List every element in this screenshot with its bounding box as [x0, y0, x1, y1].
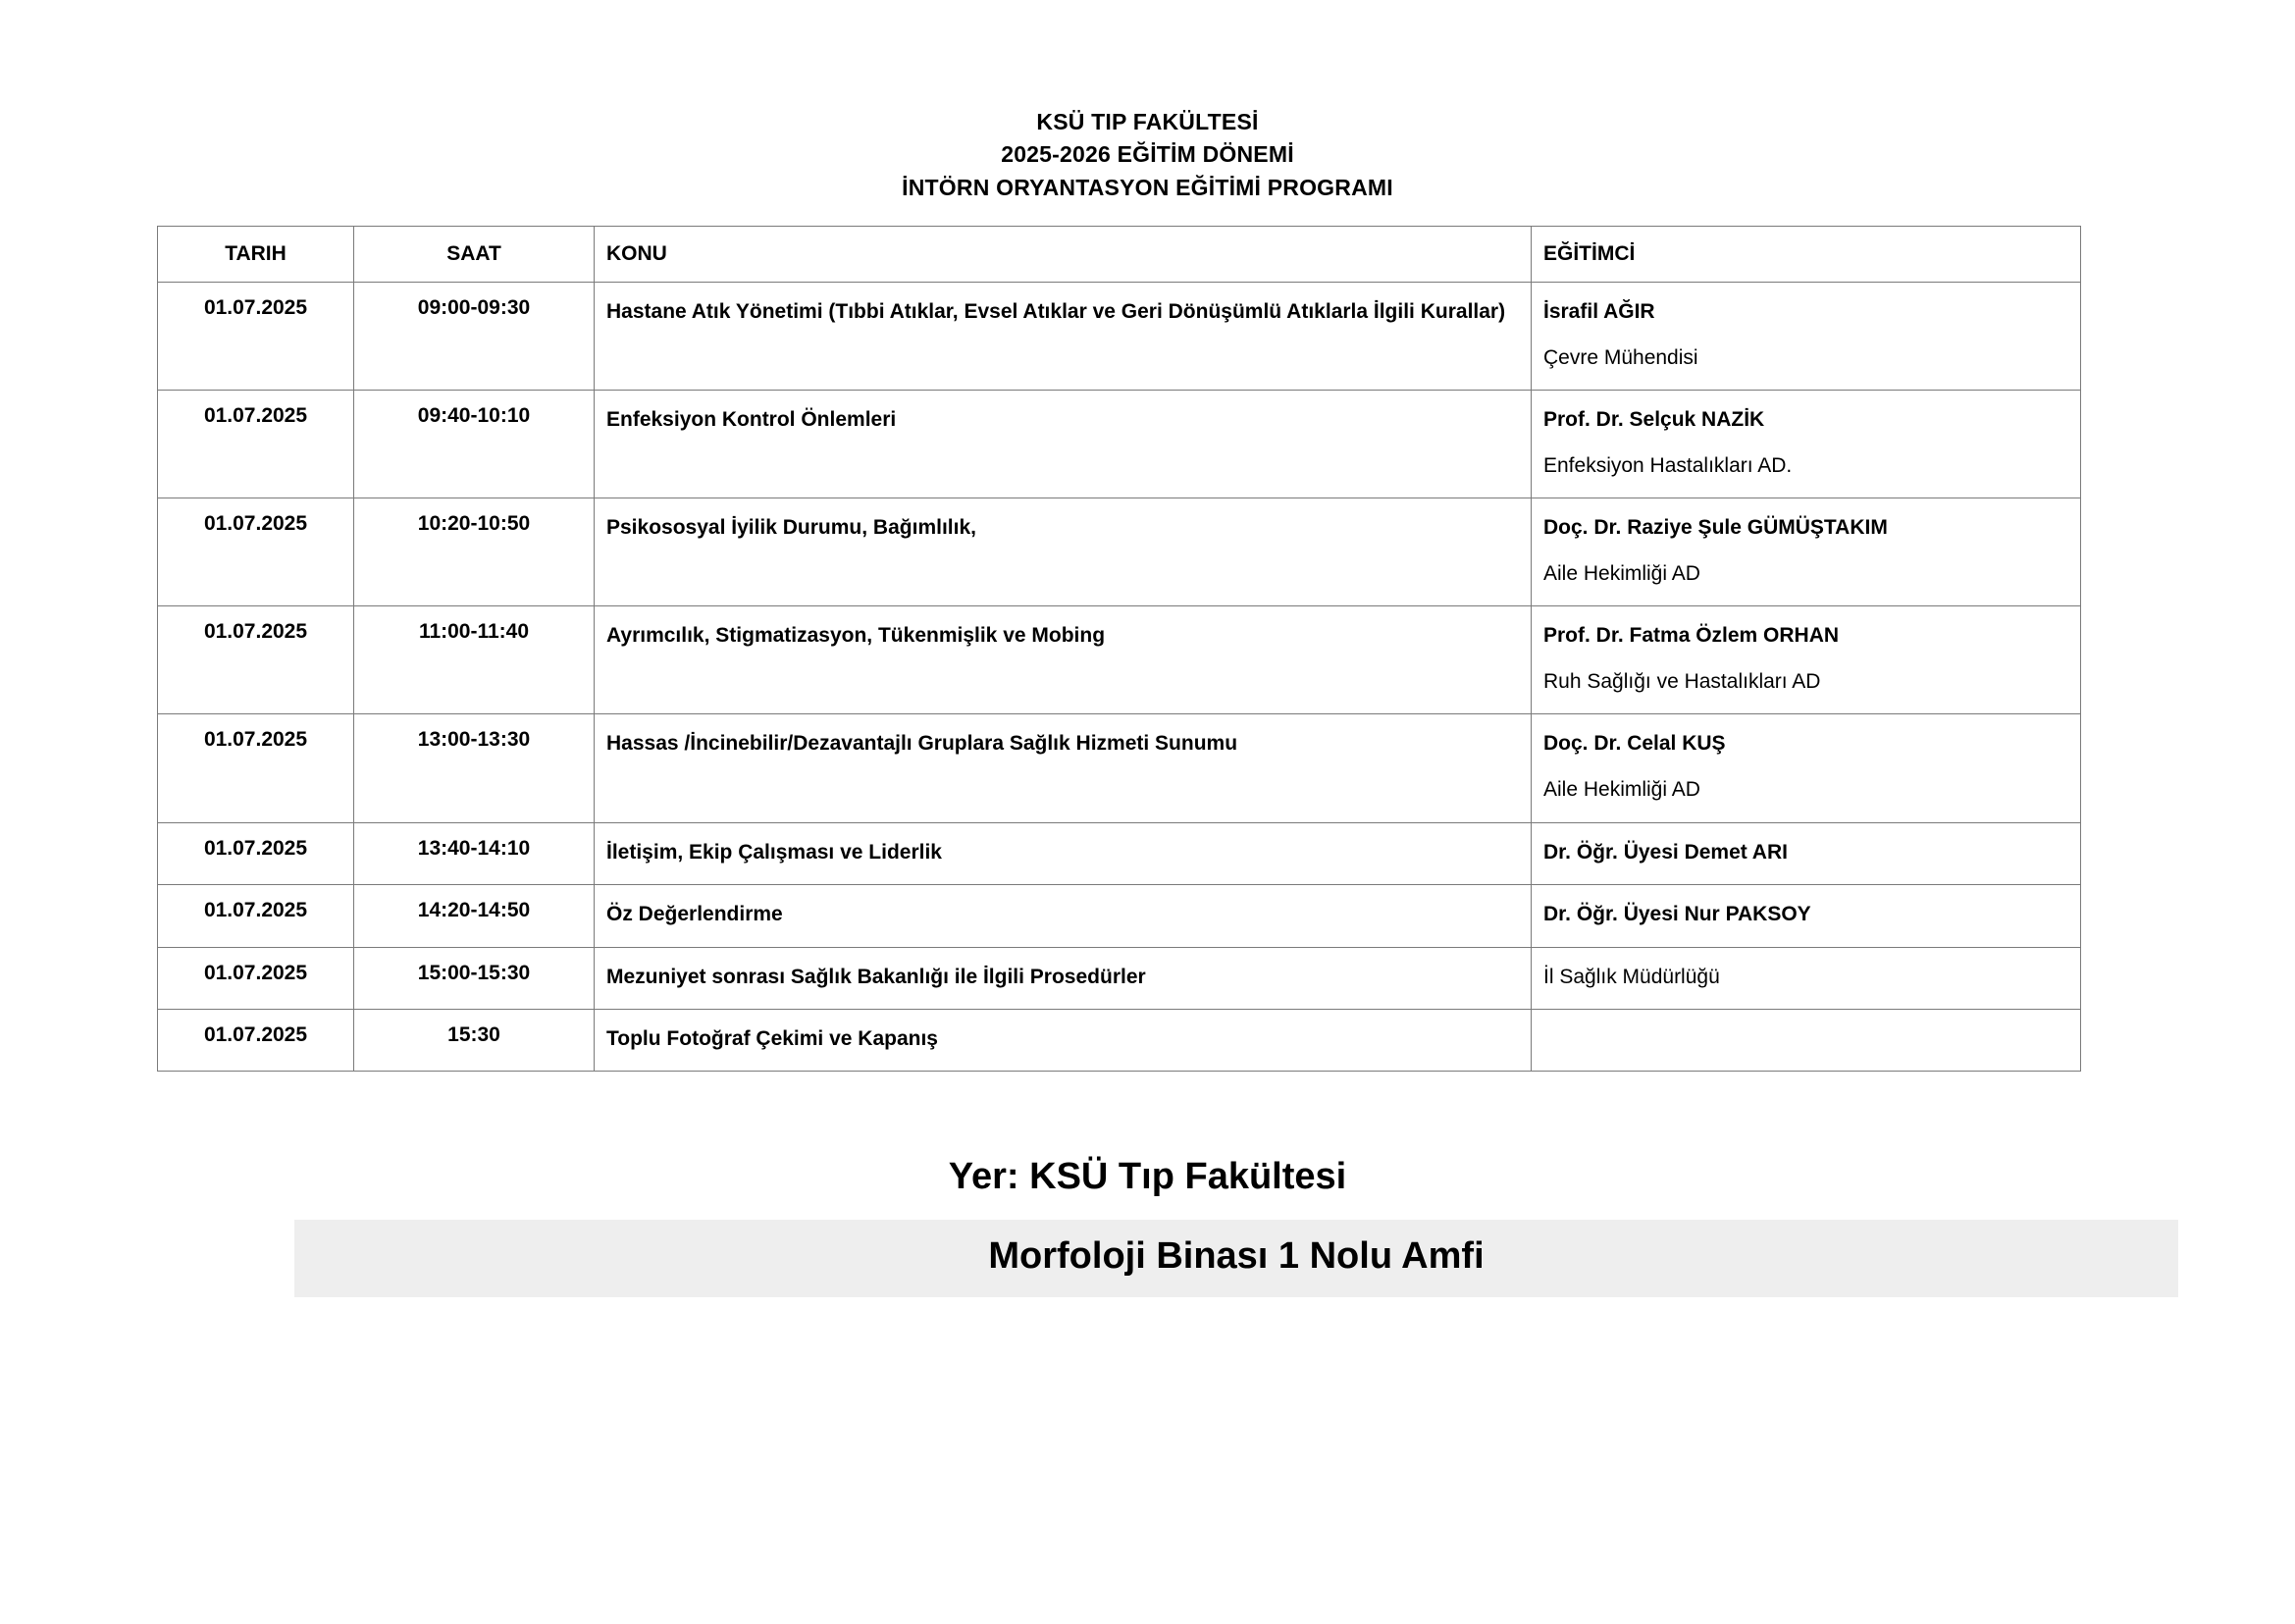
cell-date: 01.07.2025 [158, 947, 354, 1010]
trainer-name: İl Sağlık Müdürlüğü [1543, 965, 1720, 988]
cell-topic: İletişim, Ekip Çalışması ve Liderlik [595, 822, 1532, 885]
table-header-row [158, 227, 2081, 283]
table-row [158, 606, 2081, 714]
cell-time: 11:00-11:40 [354, 606, 595, 714]
trainer-name: Doç. Dr. Celal KUŞ [1543, 732, 1726, 756]
cell-topic: Mezuniyet sonrası Sağlık Bakanlığı ile İlgili Prosedürler [595, 947, 1532, 1010]
cell-topic: Toplu Fotoğraf Çekimi ve Kapanış [595, 1010, 1532, 1072]
cell-trainer [1532, 391, 2081, 498]
cell-topic: Enfeksiyon Kontrol Önlemleri [595, 391, 1532, 498]
cell-time: 15:30 [354, 1010, 595, 1072]
cell-date: 01.07.2025 [158, 714, 354, 822]
table-row [158, 391, 2081, 498]
trainer-department: Aile Hekimliği AD [1543, 777, 1700, 801]
document-header [157, 106, 2138, 204]
table-row [158, 498, 2081, 606]
cell-date: 01.07.2025 [158, 391, 354, 498]
venue-line: Yer: KSÜ Tıp Fakültesi [948, 1155, 1347, 1197]
cell-trainer [1532, 947, 2081, 1010]
table-row [158, 885, 2081, 948]
cell-trainer [1532, 1010, 2081, 1072]
cell-time: 15:00-15:30 [354, 947, 595, 1010]
cell-date: 01.07.2025 [158, 885, 354, 948]
cell-date: 01.07.2025 [158, 283, 354, 391]
cell-date: 01.07.2025 [158, 1010, 354, 1072]
cell-time: 10:20-10:50 [354, 498, 595, 606]
cell-trainer [1532, 606, 2081, 714]
table-row [158, 1010, 2081, 1072]
table-row [158, 947, 2081, 1010]
table-row [158, 822, 2081, 885]
cell-time: 14:20-14:50 [354, 885, 595, 948]
trainer-name: Dr. Öğr. Üyesi Demet ARI [1543, 840, 1788, 864]
trainer-name: Prof. Dr. Fatma Özlem ORHAN [1543, 624, 1840, 648]
cell-topic: Hassas /İncinebilir/Dezavantajlı Gruplara Sağlık Hizmeti Sunumu [595, 714, 1532, 822]
trainer-department: Enfeksiyon Hastalıkları AD. [1543, 453, 1793, 477]
cell-trainer [1532, 714, 2081, 822]
trainer-department: Ruh Sağlığı ve Hastalıkları AD [1543, 669, 1821, 693]
cell-trainer [1532, 885, 2081, 948]
header-line-2: 2025-2026 EĞİTİM DÖNEMİ [1001, 141, 1294, 168]
venue-hall: Morfoloji Binası 1 Nolu Amfi [294, 1220, 2178, 1297]
cell-time: 09:40-10:10 [354, 391, 595, 498]
header-line-3: İNTÖRN ORYANTASYON EĞİTİMİ PROGRAMI [902, 174, 1393, 200]
trainer-name: İsrafil AĞIR [1543, 300, 1655, 324]
cell-time: 13:00-13:30 [354, 714, 595, 822]
trainer-name: Prof. Dr. Selçuk NAZİK [1543, 408, 1765, 432]
trainer-department: Aile Hekimliği AD [1543, 561, 1700, 585]
table-row [158, 283, 2081, 391]
table-body [158, 283, 2081, 1072]
trainer-department: Çevre Mühendisi [1543, 345, 1698, 369]
cell-date: 01.07.2025 [158, 498, 354, 606]
cell-time: 13:40-14:10 [354, 822, 595, 885]
column-header-time: SAAT [354, 227, 595, 283]
cell-trainer [1532, 822, 2081, 885]
cell-topic: Ayrımcılık, Stigmatizasyon, Tükenmişlik ve Mobing [595, 606, 1532, 714]
column-header-topic: KONU [595, 227, 1532, 283]
cell-topic: Hastane Atık Yönetimi (Tıbbi Atıklar, Evsel Atıklar ve Geri Dönüşümlü Atıklarla İlgili Kurallar) [595, 283, 1532, 391]
cell-trainer [1532, 283, 2081, 391]
table-row [158, 714, 2081, 822]
cell-date: 01.07.2025 [158, 822, 354, 885]
column-header-trainer: EĞİTİMCİ [1532, 227, 2081, 283]
cell-trainer [1532, 498, 2081, 606]
cell-date: 01.07.2025 [158, 606, 354, 714]
cell-topic: Psikososyal İyilik Durumu, Bağımlılık, [595, 498, 1532, 606]
cell-time: 09:00-09:30 [354, 283, 595, 391]
program-table [157, 226, 2081, 1072]
trainer-name: Doç. Dr. Raziye Şule GÜMÜŞTAKIM [1543, 516, 1888, 540]
trainer-name: Dr. Öğr. Üyesi Nur PAKSOY [1543, 903, 1811, 926]
header-line-1: KSÜ TIP FAKÜLTESİ [1036, 109, 1259, 134]
column-header-date: TARIH [158, 227, 354, 283]
cell-topic: Öz Değerlendirme [595, 885, 1532, 948]
